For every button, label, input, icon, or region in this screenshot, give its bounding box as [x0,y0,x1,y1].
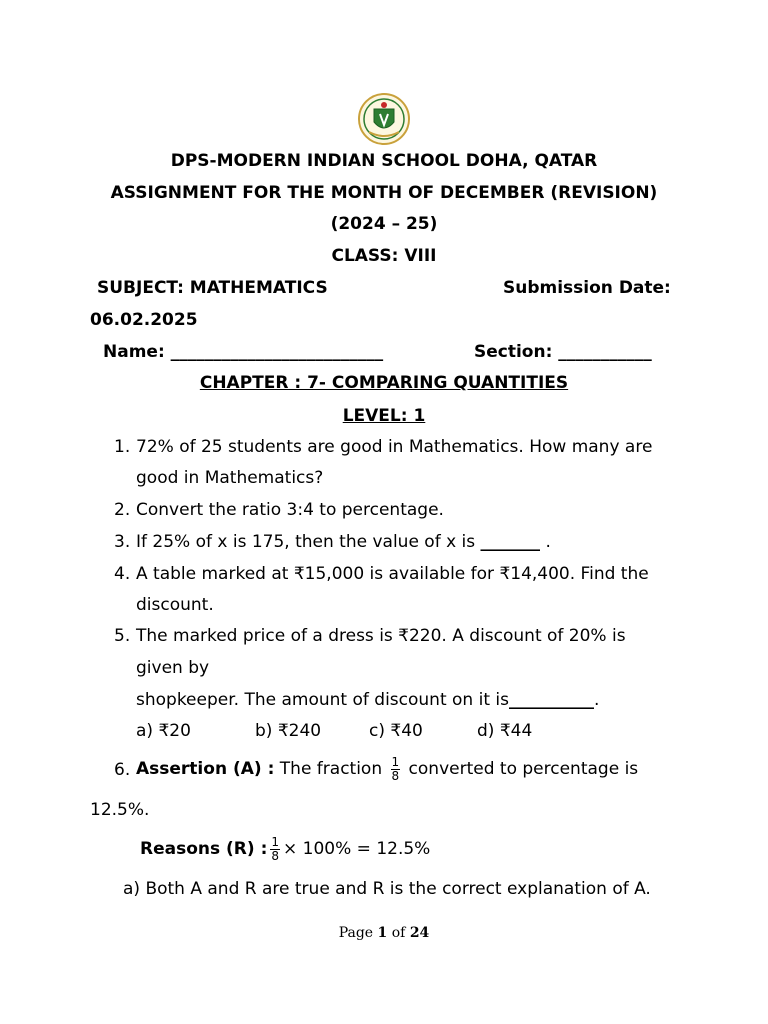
section-field: Section: ___________ [474,342,652,362]
subject-label: SUBJECT: MATHEMATICS [97,278,328,298]
q3-number: 3. [114,532,131,552]
assignment-title: ASSIGNMENT FOR THE MONTH OF DECEMBER (REVISION) [110,183,658,203]
reason-label: Reasons (R) : [140,839,268,859]
fraction-one-eighth-reason [270,836,280,863]
level-heading: LEVEL: 1 [342,406,426,426]
q5-text: The marked price of a dress is ₹220. A discount of 20% is [136,626,626,646]
school-logo [357,92,411,146]
submission-date-label: Submission Date: [503,278,671,298]
name-field: Name: _________________________ [103,342,384,362]
academic-year: (2024 – 25) [330,214,438,234]
q5-text-cont: given by [136,658,210,678]
q5-option-a: a) ₹20 [136,721,191,741]
assertion-text: The fraction [274,759,388,779]
q5-blank: __________ [508,690,594,710]
class-label: CLASS: VIII [331,246,437,266]
q6-option-a: a) Both A and R are true and R is the correct explanation of A. [123,879,651,899]
q6-assertion-cont: 12.5%. [90,800,150,820]
q4-text-cont: discount. [136,595,214,615]
school-name: DPS-MODERN INDIAN SCHOOL DOHA, QATAR [170,151,598,171]
q1-number: 1. [114,437,131,457]
q1-text: 72% of 25 students are good in Mathematics. How many are [136,437,653,457]
q1-text-cont: good in Mathematics? [136,468,324,488]
q2-text: Convert the ratio 3:4 to percentage. [136,500,444,520]
page-footer [0,925,768,941]
q5-option-d: d) ₹44 [477,721,533,741]
assertion-text-end: converted to percentage is [403,759,639,779]
assertion-label: Assertion (A) : [136,759,275,779]
q3-end: . [540,532,551,552]
q5-number: 5. [114,626,131,646]
fraction-numerator: 1 [271,834,280,849]
q5-option-c: c) ₹40 [369,721,423,741]
chapter-title: CHAPTER : 7- COMPARING QUANTITIES [199,373,569,393]
fraction-denominator: 8 [391,768,400,783]
q5-end: . [593,690,600,710]
fraction-one-eighth [391,756,401,783]
q2-number: 2. [114,500,131,520]
q3-blank: _______ [480,532,541,552]
q4-text: A table marked at ₹15,000 is available for ₹14,400. Find the [136,564,649,584]
page-number: 1 [377,925,388,941]
q6-number: 6. [114,760,131,780]
of-word: of [391,925,406,941]
q3-text [136,532,551,552]
submission-date: 06.02.2025 [90,310,198,330]
q5-prompt: shopkeeper. The amount of discount on it is [136,690,509,710]
q5-text-cont2 [136,690,599,710]
fraction-numerator: 1 [391,754,400,769]
q6-assertion [136,753,638,785]
reason-text: × 100% = 12.5% [283,839,431,859]
page-word: Page [338,925,374,941]
page-total: 24 [409,925,430,941]
q3-prompt: If 25% of x is 175, then the value of x is [136,532,481,552]
q4-number: 4. [114,564,131,584]
fraction-denominator: 8 [271,848,280,863]
q5-option-b: b) ₹240 [255,721,322,741]
q6-reason [140,833,430,865]
